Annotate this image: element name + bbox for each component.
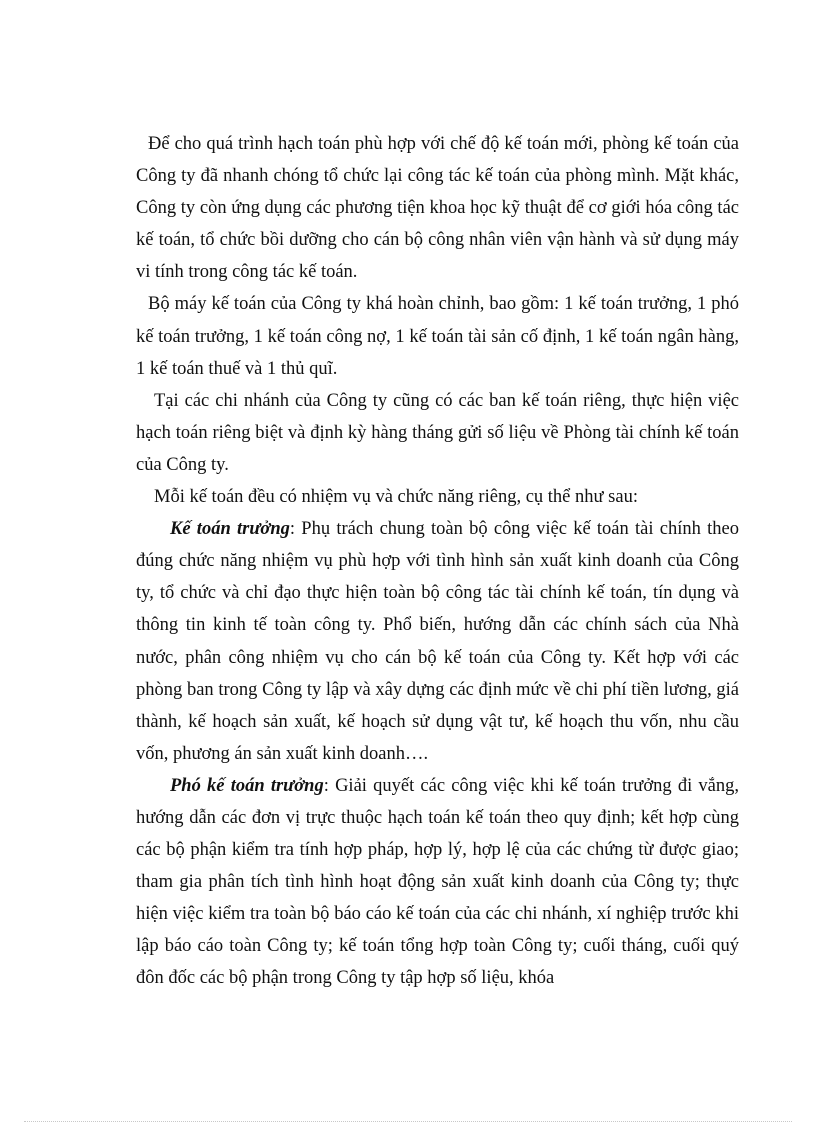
chief-accountant-description: : Phụ trách chung toàn bộ công việc kế toán tài chính theo đúng chức năng nhiệm vụ phù hợp với tình hình sản xuất kinh doanh của Công ty, tổ chức và chỉ đạo thực hiện toàn bộ công tác tài chính kế toán, tín dụng và thông tin kinh tế toàn công ty. Phổ biến, hướng dẫn các chính sách của Nhà nước, phân công nhiệm vụ cho cán bộ kế toán của Công ty. Kết hợp với các phòng ban trong Công ty lập và xây dựng các định mức về chi phí tiền lương, giá thành, kế hoạch sản xuất, kế hoạch sử dụng vật tư, kế hoạch thu vốn, nhu cầu vốn, phương án sản xuất kinh doanh…. (136, 519, 739, 764)
chief-accountant-term: Kế toán trưởng (170, 519, 290, 540)
deputy-chief-accountant-description: : Giải quyết các công việc khi kế toán trưởng đi vắng, hướng dẫn các đơn vị trực thuộc hạch toán kế toán theo quy định; kết hợp cùng các bộ phận kiểm tra tính hợp pháp, hợp lý, hợp lệ của các chứng từ được giao; tham gia phân tích tình hình hoạt động sản xuất kinh doanh của Công ty; thực hiện việc kiểm tra toàn bộ báo cáo kế toán của các chi nhánh, xí nghiệp trước khi lập báo cáo toàn Công ty; kế toán tổng hợp toàn Công ty; cuối tháng, cuối quý đôn đốc các bộ phận trong Công ty tập hợp số liệu, khóa (136, 775, 739, 989)
document-body (136, 128, 739, 995)
paragraph-chief-accountant (136, 513, 739, 770)
paragraph-deputy-chief-accountant (136, 770, 739, 995)
page-bottom-divider (24, 1121, 792, 1122)
paragraph-accounting-apparatus: Bộ máy kế toán của Công ty khá hoàn chỉnh, bao gồm: 1 kế toán trưởng, 1 phó kế toán trưởng, 1 kế toán công nợ, 1 kế toán tài sản cố định, 1 kế toán ngân hàng, 1 kế toán thuế và 1 thủ quĩ. (136, 294, 739, 379)
paragraph-branch-accounting: Tại các chi nhánh của Công ty cũng có các ban kế toán riêng, thực hiện việc hạch toán riêng biệt và định kỳ hàng tháng gửi số liệu về Phòng tài chính kế toán của Công ty. (136, 390, 739, 475)
paragraph-duties-intro: Mỗi kế toán đều có nhiệm vụ và chức năng riêng, cụ thể như sau: (154, 487, 638, 508)
paragraph-accounting-reform: Để cho quá trình hạch toán phù hợp với chế độ kế toán mới, phòng kế toán của Công ty đã nhanh chóng tổ chức lại công tác kế toán của phòng mình. Mặt khác, Công ty còn ứng dụng các phương tiện khoa học kỹ thuật để cơ giới hóa công tác kế toán, tổ chức bồi dưỡng cho cán bộ công nhân viên vận hành và sử dụng máy vi tính trong công tác kế toán. (136, 134, 739, 283)
deputy-chief-accountant-term: Phó kế toán trưởng (170, 775, 324, 796)
